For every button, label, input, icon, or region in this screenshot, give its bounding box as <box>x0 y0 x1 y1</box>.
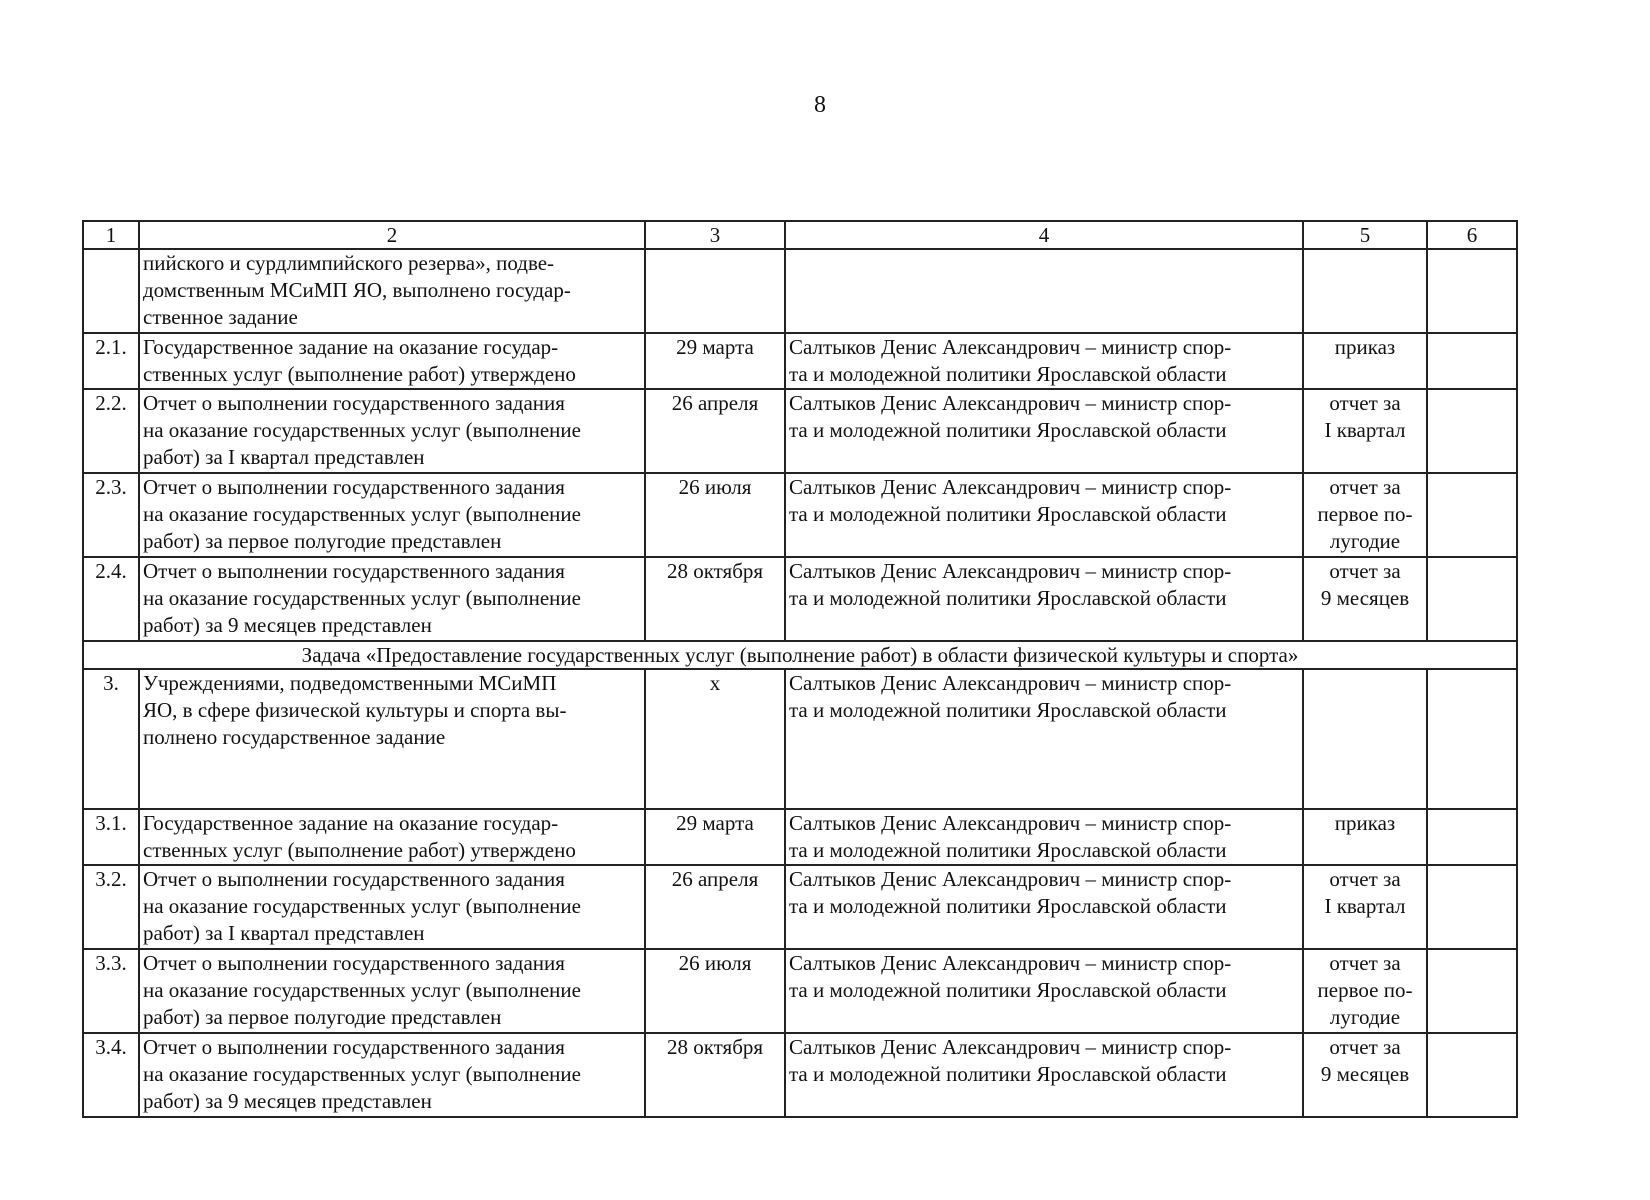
task-row <box>83 641 1517 669</box>
description-line: на оказание государственных услуг (выполнение <box>143 586 581 610</box>
item-deadline: 26 апреля <box>645 389 785 473</box>
header-cell-2: 2 <box>139 221 645 249</box>
item-deadline: х <box>645 669 785 809</box>
item-description <box>139 473 645 557</box>
header-cell-6: 6 <box>1427 221 1517 249</box>
responsible-line: Салтыков Денис Александрович – министр спор- <box>789 335 1232 359</box>
document-line: приказ <box>1334 335 1396 359</box>
table-body <box>83 221 1517 1117</box>
document-line: 9 месяцев <box>1320 1062 1410 1086</box>
task-title: Задача «Предоставление государственных услуг (выполнение работ) в области физической культуры и спорта» <box>83 641 1517 669</box>
item-number: 2.2. <box>83 389 139 473</box>
document-line: первое по- <box>1317 502 1413 526</box>
description-line: Государственное задание на оказание государ- <box>143 811 559 835</box>
header-cell-5: 5 <box>1303 221 1427 249</box>
item-col6 <box>1427 669 1517 809</box>
item-document <box>1303 809 1427 865</box>
description-line: работ) за первое полугодие представлен <box>143 529 502 553</box>
item-col6 <box>1427 865 1517 949</box>
item-col6 <box>1427 389 1517 473</box>
item-number: 3.1. <box>83 809 139 865</box>
item-col6 <box>1427 809 1517 865</box>
description-line: на оказание государственных услуг (выполнение <box>143 1062 581 1086</box>
responsible-line: та и молодежной политики Ярославской области <box>789 978 1227 1002</box>
item-responsible <box>785 473 1303 557</box>
description-line: Отчет о выполнении государственного задания <box>143 559 565 583</box>
item-number: 3.3. <box>83 949 139 1033</box>
item-document <box>1303 333 1427 389</box>
responsible-line: та и молодежной политики Ярославской области <box>789 418 1227 442</box>
item-number: 3. <box>83 669 139 809</box>
document-line: отчет за <box>1329 1035 1401 1059</box>
description-line: Отчет о выполнении государственного задания <box>143 951 565 975</box>
item-number: 3.2. <box>83 865 139 949</box>
item-deadline: 26 июля <box>645 473 785 557</box>
responsible-line: Салтыков Денис Александрович – министр спор- <box>789 811 1232 835</box>
header-cell-1: 1 <box>83 221 139 249</box>
item-description <box>139 1033 645 1117</box>
item-deadline <box>645 249 785 333</box>
item-document <box>1303 557 1427 641</box>
document-line: отчет за <box>1329 391 1401 415</box>
item-number: 3.4. <box>83 1033 139 1117</box>
document-line: лугодие <box>1329 1005 1401 1029</box>
description-line: ственных услуг (выполнение работ) утверждено <box>143 838 576 862</box>
item-deadline: 29 марта <box>645 809 785 865</box>
item-number: 2.1. <box>83 333 139 389</box>
item-description <box>139 669 645 809</box>
item-deadline: 28 октября <box>645 1033 785 1117</box>
item-number: 2.3. <box>83 473 139 557</box>
responsible-line: Салтыков Денис Александрович – министр спор- <box>789 867 1232 891</box>
responsible-line: Салтыков Денис Александрович – министр спор- <box>789 475 1232 499</box>
description-line: Государственное задание на оказание государ- <box>143 335 559 359</box>
document-line: отчет за <box>1329 475 1401 499</box>
header-cell-3: 3 <box>645 221 785 249</box>
responsible-line: та и молодежной политики Ярославской области <box>789 894 1227 918</box>
responsible-line: та и молодежной политики Ярославской области <box>789 586 1227 610</box>
item-responsible <box>785 809 1303 865</box>
item-responsible <box>785 949 1303 1033</box>
table-row <box>83 865 1517 949</box>
description-line: работ) за I квартал представлен <box>143 445 425 469</box>
item-document <box>1303 1033 1427 1117</box>
table-row <box>83 557 1517 641</box>
description-line: на оказание государственных услуг (выполнение <box>143 894 581 918</box>
table-row <box>83 1033 1517 1117</box>
description-line: на оказание государственных услуг (выполнение <box>143 978 581 1002</box>
description-line: работ) за 9 месяцев представлен <box>143 1089 432 1113</box>
description-line: Отчет о выполнении государственного задания <box>143 867 565 891</box>
document-line: приказ <box>1334 811 1396 835</box>
description-line: Отчет о выполнении государственного задания <box>143 475 565 499</box>
item-responsible <box>785 669 1303 809</box>
description-line: Отчет о выполнении государственного задания <box>143 391 565 415</box>
document-line: отчет за <box>1329 951 1401 975</box>
document-line: I квартал <box>1324 418 1406 442</box>
header-cell-4: 4 <box>785 221 1303 249</box>
document-line: 9 месяцев <box>1320 586 1410 610</box>
responsible-line: Салтыков Денис Александрович – министр спор- <box>789 951 1232 975</box>
item-description <box>139 949 645 1033</box>
item-responsible <box>785 557 1303 641</box>
description-line: пийского и сурдлимпийского резерва», подве- <box>143 251 555 275</box>
table-row <box>83 249 1517 333</box>
responsible-line: та и молодежной политики Ярославской области <box>789 838 1227 862</box>
description-line: домственным МСиМП ЯО, выполнено государ- <box>143 278 571 302</box>
item-description <box>139 389 645 473</box>
item-deadline: 28 октября <box>645 557 785 641</box>
page-number: 8 <box>814 92 826 118</box>
item-description <box>139 333 645 389</box>
responsible-line: та и молодежной политики Ярославской области <box>789 362 1227 386</box>
item-deadline: 26 июля <box>645 949 785 1033</box>
item-col6 <box>1427 557 1517 641</box>
table-row <box>83 669 1517 809</box>
item-description <box>139 557 645 641</box>
document-line: отчет за <box>1329 867 1401 891</box>
table-row <box>83 389 1517 473</box>
description-line: работ) за I квартал представлен <box>143 921 425 945</box>
document-line: первое по- <box>1317 978 1413 1002</box>
item-responsible <box>785 333 1303 389</box>
item-document <box>1303 949 1427 1033</box>
table-row <box>83 473 1517 557</box>
item-document <box>1303 473 1427 557</box>
item-document <box>1303 249 1427 333</box>
item-description <box>139 809 645 865</box>
item-col6 <box>1427 333 1517 389</box>
item-description <box>139 865 645 949</box>
description-line: Отчет о выполнении государственного задания <box>143 1035 565 1059</box>
document-line: отчет за <box>1329 559 1401 583</box>
description-line: работ) за 9 месяцев представлен <box>143 613 432 637</box>
header-row <box>83 221 1517 249</box>
document-line: I квартал <box>1324 894 1406 918</box>
item-responsible <box>785 865 1303 949</box>
table-row <box>83 809 1517 865</box>
description-line: ЯО, в сфере физической культуры и спорта вы- <box>143 698 567 722</box>
item-deadline: 26 апреля <box>645 865 785 949</box>
description-line: работ) за первое полугодие представлен <box>143 1005 502 1029</box>
responsible-line: та и молодежной политики Ярославской области <box>789 502 1227 526</box>
responsible-line: Салтыков Денис Александрович – министр спор- <box>789 559 1232 583</box>
responsible-line: Салтыков Денис Александрович – министр спор- <box>789 1035 1232 1059</box>
plan-table <box>82 220 1518 1118</box>
item-document <box>1303 389 1427 473</box>
responsible-line: Салтыков Денис Александрович – министр спор- <box>789 391 1232 415</box>
table-row <box>83 949 1517 1033</box>
item-number: 2.4. <box>83 557 139 641</box>
description-line: ственное задание <box>143 305 298 329</box>
item-col6 <box>1427 949 1517 1033</box>
item-document <box>1303 669 1427 809</box>
description-line: на оказание государственных услуг (выполнение <box>143 418 581 442</box>
item-document <box>1303 865 1427 949</box>
description-line: полнено государственное задание <box>143 725 446 749</box>
item-responsible <box>785 249 1303 333</box>
item-col6 <box>1427 473 1517 557</box>
item-description <box>139 249 645 333</box>
responsible-line: та и молодежной политики Ярославской области <box>789 1062 1227 1086</box>
document-line: лугодие <box>1329 529 1401 553</box>
responsible-line: Салтыков Денис Александрович – министр спор- <box>789 671 1232 695</box>
item-responsible <box>785 1033 1303 1117</box>
item-number <box>83 249 139 333</box>
description-line: Учреждениями, подведомственными МСиМП <box>143 671 557 695</box>
description-line: на оказание государственных услуг (выполнение <box>143 502 581 526</box>
item-deadline: 29 марта <box>645 333 785 389</box>
item-col6 <box>1427 1033 1517 1117</box>
item-responsible <box>785 389 1303 473</box>
description-line: ственных услуг (выполнение работ) утверждено <box>143 362 576 386</box>
item-col6 <box>1427 249 1517 333</box>
responsible-line: та и молодежной политики Ярославской области <box>789 698 1227 722</box>
table-row <box>83 333 1517 389</box>
